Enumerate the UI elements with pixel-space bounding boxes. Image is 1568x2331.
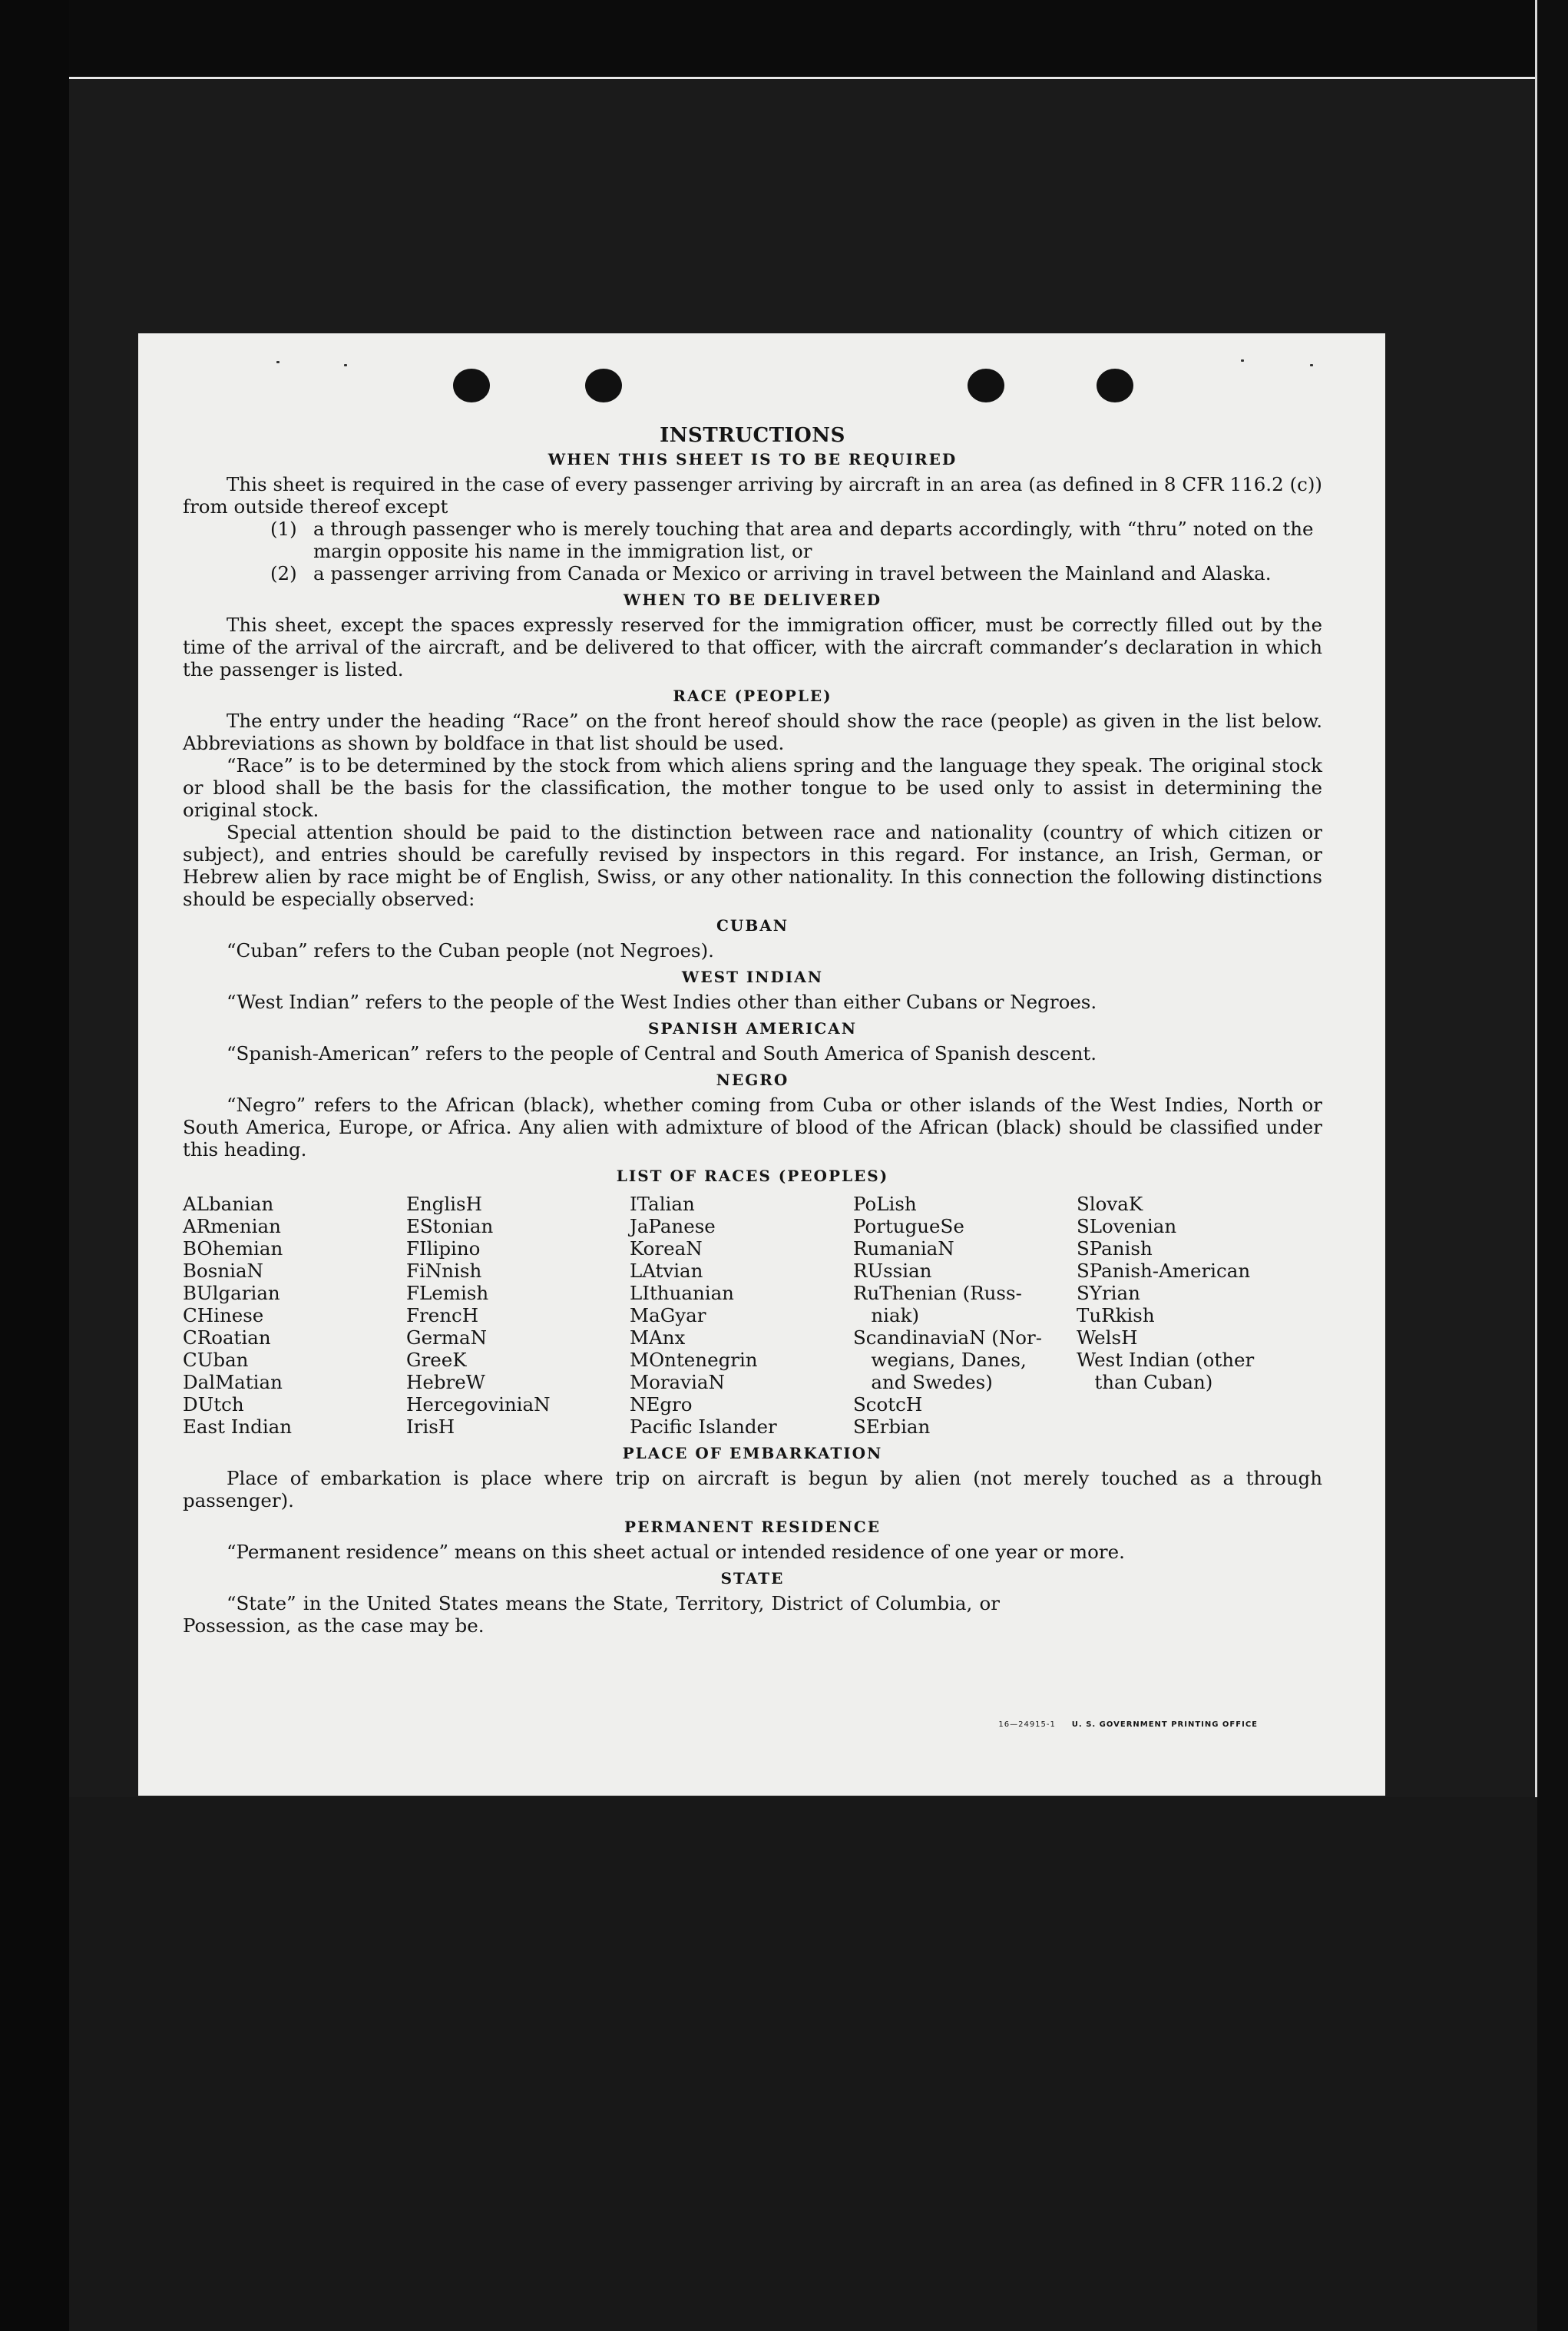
scanner-background: [69, 1797, 1537, 2331]
race-entry: MaGyar: [630, 1304, 706, 1326]
race-paragraph: “Race” is to be determined by the stock from which aliens spring and the language they speak. The original stock or blood shall be the basis for the classification, the mother tongue to be used only to assist in determining the original stock.: [183, 754, 1322, 821]
race-entry: IrisH: [406, 1415, 455, 1438]
race-entry: EnglisH: [406, 1193, 482, 1215]
section-heading-west-indian: WEST INDIAN: [681, 968, 824, 986]
speck: [1241, 359, 1244, 362]
race-entry: ALbanian: [183, 1193, 274, 1215]
place-of-embarkation-text: Place of embarkation is place where trip on aircraft is begun by alien (not merely touched as a through passenger).: [183, 1467, 1322, 1512]
west-indian-definition: “West Indian” refers to the people of the West Indies other than either Cubans or Negroes.: [227, 991, 1097, 1013]
race-entry: BosniaN: [183, 1260, 263, 1282]
race-entry: HebreW: [406, 1371, 485, 1393]
race-entry: EStonian: [406, 1215, 494, 1237]
race-entry: SYrian: [1077, 1282, 1140, 1304]
race-entry: BOhemian: [183, 1237, 283, 1260]
punch-hole: [453, 369, 490, 402]
race-entry: SPanish: [1077, 1237, 1153, 1260]
film-frame-top: [0, 0, 1568, 79]
race-entry: West Indian (other: [1077, 1349, 1255, 1371]
permanent-residence-text: “Permanent residence” means on this sheet actual or intended residence of one year or more.: [227, 1541, 1125, 1563]
when-delivered-text: This sheet, except the spaces expressly reserved for the immigration officer, must be correctly filled out by the time of the arrival of the aircraft, and be delivered to that officer, with the aircraft commander’s declaration in which the passenger is listed.: [183, 614, 1322, 680]
race-entry: DalMatian: [183, 1371, 283, 1393]
race-entry: TuRkish: [1077, 1304, 1155, 1326]
race-paragraph: The entry under the heading “Race” on the front hereof should show the race (people) as given in the list below. Abbreviations as shown by boldface in that list should be used.: [183, 710, 1322, 754]
form-code: 16—24915-1: [998, 1720, 1056, 1729]
film-frame-left: [0, 0, 69, 2331]
race-entry: FrencH: [406, 1304, 479, 1326]
punch-hole: [585, 369, 622, 402]
section-heading-place-of-embarkation: PLACE OF EMBARKATION: [622, 1444, 883, 1462]
race-entry: than Cuban): [1077, 1371, 1213, 1393]
spanish-american-definition: “Spanish-American” refers to the people of Central and South America of Spanish descent.: [227, 1042, 1097, 1065]
race-entry: CUban: [183, 1349, 249, 1371]
race-column: [183, 1193, 406, 1438]
race-entry: RuThenian (Russ-: [853, 1282, 1022, 1304]
race-column: [1077, 1193, 1299, 1438]
race-list: [183, 1193, 1322, 1438]
section-heading-list-of-races: LIST OF RACES (PEOPLES): [616, 1167, 889, 1185]
race-entry: LIthuanian: [630, 1282, 734, 1304]
race-entry: GermaN: [406, 1326, 488, 1349]
race-entry: SPanish-American: [1077, 1260, 1251, 1282]
punch-hole: [968, 369, 1004, 402]
race-entry: MoraviaN: [630, 1371, 725, 1393]
race-entry: BUlgarian: [183, 1282, 280, 1304]
section-heading-when-required: WHEN THIS SHEET IS TO BE REQUIRED: [547, 450, 958, 469]
race-entry: RumaniaN: [853, 1237, 954, 1260]
exception-item: (2) a passenger arriving from Canada or Mexico or arriving in travel between the Mainland and Alaska.: [270, 562, 1272, 584]
race-entry: MOntenegrin: [630, 1349, 758, 1371]
race-column: [853, 1193, 1077, 1438]
race-entry: MAnx: [630, 1326, 686, 1349]
section-heading-cuban: CUBAN: [716, 916, 789, 935]
when-required-intro: This sheet is required in the case of every passenger arriving by aircraft in an area (as defined in 8 CFR 116.2 (c)) from outside thereof except: [183, 473, 1322, 518]
race-entry: FIlipino: [406, 1237, 481, 1260]
form-footer: [998, 1720, 1258, 1729]
race-entry: WelsH: [1077, 1326, 1138, 1349]
race-entry: East Indian: [183, 1415, 293, 1438]
section-heading-race: RACE (PEOPLE): [673, 687, 832, 705]
page-title: INSTRUCTIONS: [660, 424, 845, 447]
race-entry: FLemish: [406, 1282, 489, 1304]
race-entry: SLovenian: [1077, 1215, 1177, 1237]
printer-imprint: U. S. GOVERNMENT PRINTING OFFICE: [1071, 1720, 1258, 1729]
speck: [344, 364, 347, 366]
instruction-sheet: [138, 333, 1385, 1796]
cuban-definition: “Cuban” refers to the Cuban people (not Negroes).: [227, 939, 714, 962]
section-heading-when-delivered: WHEN TO BE DELIVERED: [623, 591, 882, 609]
race-entry: LAtvian: [630, 1260, 703, 1282]
race-column: [406, 1193, 630, 1438]
race-entry: SlovaK: [1077, 1193, 1143, 1215]
exception-item: (1) a through passenger who is merely touching that area and departs accordingly, with “thru” noted on the margin opposite his name in the immigration list, or: [270, 518, 1314, 562]
race-entry: niak): [853, 1304, 920, 1326]
race-entry: NEgro: [630, 1393, 693, 1415]
race-entry: Pacific Islander: [630, 1415, 777, 1438]
film-frame-right: [1535, 0, 1568, 2331]
race-column: [630, 1193, 853, 1438]
race-entry: GreeK: [406, 1349, 467, 1371]
race-paragraph: Special attention should be paid to the distinction between race and nationality (country of which citizen or subject), and entries should be carefully revised by inspectors in this regard. For instance, an Irish, German, or Hebrew alien by race might be of English, Swiss, or any other nationality. In this connection the following distinctions should be especially observed:: [183, 821, 1322, 910]
section-heading-spanish-american: SPANISH AMERICAN: [647, 1019, 858, 1038]
race-entry: FiNnish: [406, 1260, 482, 1282]
race-entry: PortugueSe: [853, 1215, 964, 1237]
punch-hole: [1097, 369, 1133, 402]
state-text: “State” in the United States means the State, Territory, District of Columbia, or Possession, as the case may be.: [183, 1592, 1000, 1637]
section-heading-state: STATE: [720, 1569, 785, 1588]
race-entry: and Swedes): [853, 1371, 993, 1393]
race-entry: CHinese: [183, 1304, 264, 1326]
race-entry: ScotcH: [853, 1393, 923, 1415]
race-entry: JaPanese: [630, 1215, 716, 1237]
race-entry: KoreaN: [630, 1237, 703, 1260]
race-entry: wegians, Danes,: [853, 1349, 1027, 1371]
race-entry: HercegoviniaN: [406, 1393, 551, 1415]
race-entry: CRoatian: [183, 1326, 271, 1349]
speck: [1310, 364, 1313, 366]
race-entry: ScandinaviaN (Nor-: [853, 1326, 1043, 1349]
race-entry: RUssian: [853, 1260, 932, 1282]
race-entry: ARmenian: [183, 1215, 281, 1237]
race-entry: PoLish: [853, 1193, 917, 1215]
speck: [276, 361, 280, 363]
exception-list: [183, 518, 1322, 584]
race-entry: ITalian: [630, 1193, 695, 1215]
negro-definition: “Negro” refers to the African (black), whether coming from Cuba or other islands of the West Indies, North or South America, Europe, or Africa. Any alien with admixture of blood of the African (black) should be classified under this heading.: [183, 1094, 1322, 1161]
race-entry: SErbian: [853, 1415, 931, 1438]
race-entry: DUtch: [183, 1393, 244, 1415]
section-heading-negro: NEGRO: [716, 1071, 789, 1089]
section-heading-permanent-residence: PERMANENT RESIDENCE: [624, 1518, 881, 1536]
